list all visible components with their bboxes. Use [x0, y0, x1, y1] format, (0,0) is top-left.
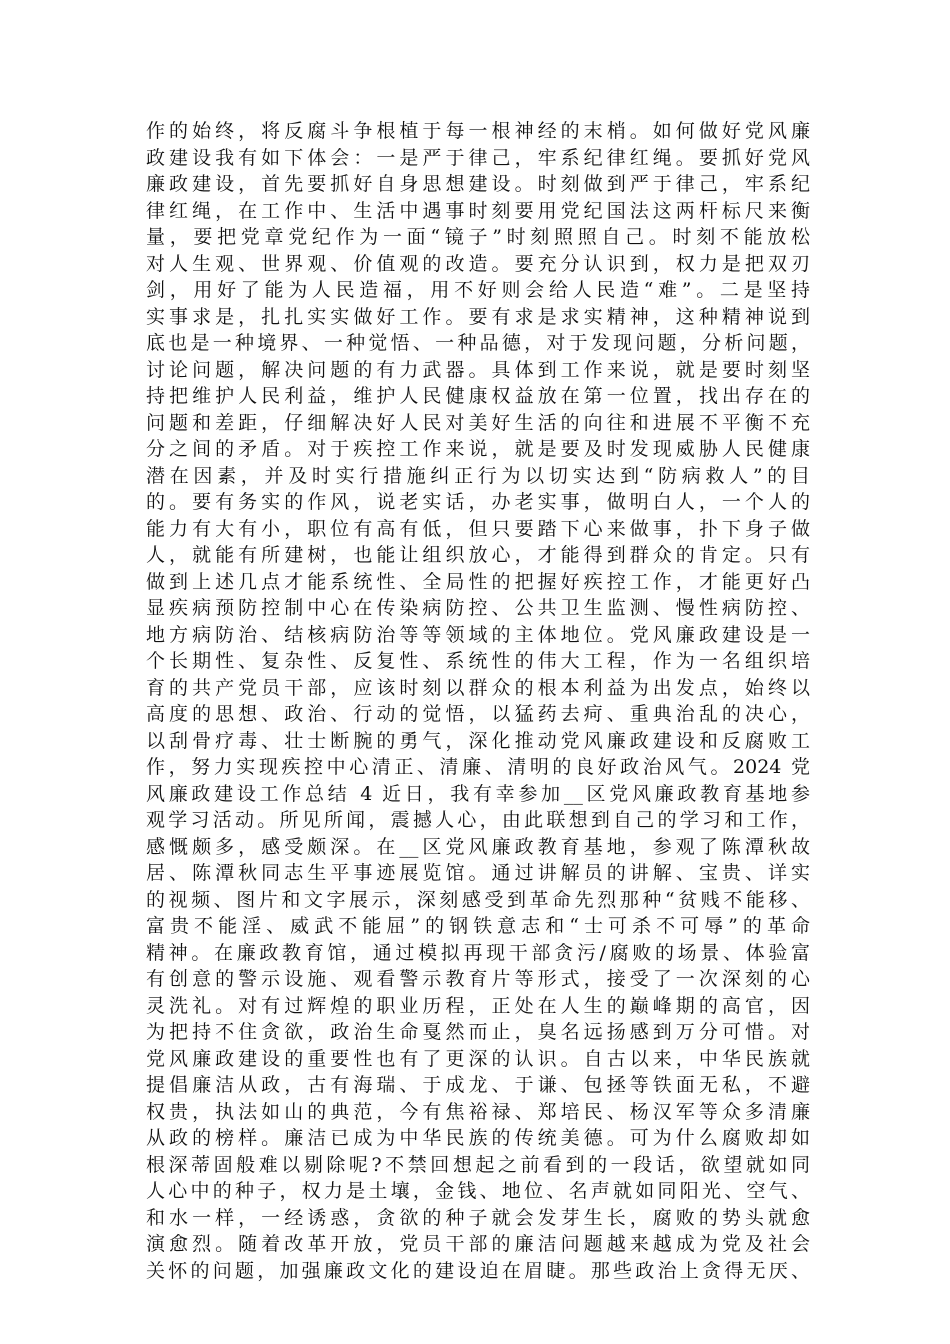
text-line: 人，就能有所建树，也能让组织放心，才能得到群众的肯定。只有: [146, 544, 810, 566]
text-line: 对人生观、世界观、价值观的改造。要充分认识到，权力是把双刃: [146, 252, 810, 275]
text-line: 分之间的矛盾。对于疾控工作来说，就是要及时发现威胁人民健康: [146, 438, 810, 460]
text-line: 持把维护人民利益，维护人民健康权益放在第一位置，找出存在的: [146, 385, 810, 407]
text-line: 感慨颇多，感受颇深。在__区党风廉政教育基地，参观了陈潭秋故: [146, 835, 810, 858]
text-line: 显疾病预防控制中心在传染病防控、公共卫生监测、慢性病防控、: [146, 597, 810, 619]
text-line: 讨论问题，解决问题的有力武器。具体到工作来说，就是要时刻坚: [146, 358, 810, 381]
text-line: 观学习活动。所见所闻，震撼人心，由此联想到自己的学习和工作，: [146, 809, 810, 831]
text-line: 党风廉政建设的重要性也有了更深的认识。自古以来，中华民族就: [146, 1047, 810, 1070]
text-line: 底也是一种境界、一种觉悟、一种品德，对于发现问题，分析问题，: [146, 332, 810, 354]
document-page: [146, 118, 810, 1284]
text-line: 关怀的问题，加强廉政文化的建设迫在眉睫。那些政治上贪得无厌、: [146, 1259, 810, 1282]
text-line: 问题和差距，仔细解决好人民对美好生活的向往和进展不平衡不充: [146, 411, 810, 434]
text-line: 做到上述几点才能系统性、全局性的把握好疾控工作，才能更好凸: [146, 570, 810, 593]
text-line: 地方病防治、结核病防治等等领域的主体地位。党风廉政建设是一: [146, 623, 810, 646]
text-line: 实事求是，扎扎实实做好工作。要有求是求实精神，这种精神说到: [146, 305, 810, 328]
text-line: 以刮骨疗毒、壮士断腕的勇气，深化推动党风廉政建设和反腐败工: [146, 729, 810, 752]
text-line: 提倡廉洁从政，古有海瑞、于成龙、于谦、包拯等铁面无私，不避: [146, 1074, 810, 1096]
text-line: 和水一样，一经诱惑，贪欲的种子就会发芽生长，腐败的势头就愈: [146, 1206, 810, 1229]
text-line: 的。要有务实的作风，说老实话，办老实事，做明白人，一个人的: [146, 491, 810, 513]
text-line: 精神。在廉政教育馆，通过模拟再现干部贪污/腐败的场景、体验富: [146, 941, 810, 964]
text-line: 为把持不住贪欲，政治生命戛然而止，臭名远扬感到万分可惜。对: [146, 1021, 810, 1043]
text-line: 剑，用好了能为人民造福，用不好则会给人民造“难”。二是坚持: [146, 279, 810, 301]
text-line: 能力有大有小，职位有高有低，但只要踏下心来做事，扑下身子做: [146, 517, 810, 540]
text-line: 富贵不能淫、威武不能屈”的钢铁意志和“士可杀不可辱”的革命: [146, 915, 810, 937]
text-line: 个长期性、复杂性、反复性、系统性的伟大工程，作为一名组织培: [146, 650, 810, 672]
text-line: 居、陈潭秋同志生平事迹展览馆。通过讲解员的讲解、宝贵、详实: [146, 862, 810, 884]
text-line: 权贵，执法如山的典范，今有焦裕禄、郑培民、杨汉军等众多清廉: [146, 1100, 810, 1123]
text-line: 演愈烈。随着改革开放，党员干部的廉洁问题越来越成为党及社会: [146, 1233, 810, 1255]
text-line: 从政的榜样。廉洁已成为中华民族的传统美德。可为什么腐败却如: [146, 1127, 810, 1149]
text-line: 根深蒂固般难以剔除呢?不禁回想起之前看到的一段话，欲望就如同: [146, 1153, 810, 1176]
text-line: 有创意的警示设施、观看警示教育片等形式，接受了一次深刻的心: [146, 968, 810, 990]
text-line: 作的始终，将反腐斗争根植于每一根神经的末梢。如何做好党风廉: [146, 120, 810, 142]
text-line: 风廉政建设工作总结 4 近日，我有幸参加__区党风廉政教育基地参: [146, 782, 810, 805]
text-line: 高度的思想、政治、行动的觉悟，以猛药去疴、重典治乱的决心，: [146, 703, 810, 725]
text-line: 育的共产党员干部，应该时刻以群众的根本利益为出发点，始终以: [146, 676, 810, 699]
text-line: 律红绳，在工作中、生活中遇事时刻要用党纪国法这两杆标尺来衡: [146, 199, 810, 222]
text-line: 人心中的种子，权力是土壤，金钱、地位、名声就如同阳光、空气、: [146, 1180, 810, 1202]
text-line: 政建设我有如下体会：一是严于律己，牢系纪律红绳。要抓好党风: [146, 146, 810, 169]
text-line: 作，努力实现疾控中心清正、清廉、清明的良好政治风气。2024 党: [146, 756, 810, 778]
text-line: 灵洗礼。对有过辉煌的职业历程，正处在人生的巅峰期的高官，因: [146, 994, 810, 1017]
text-line: 廉政建设，首先要抓好自身思想建设。时刻做到严于律己，牢系纪: [146, 173, 810, 195]
text-line: 潜在因素，并及时实行措施纠正行为以切实达到“防病救人”的目: [146, 464, 810, 487]
text-line: 的视频、图片和文字展示，深刻感受到革命先烈那种“贫贱不能移、: [146, 888, 810, 911]
text-line: 量，要把党章党纪作为一面“镜子”时刻照照自己。时刻不能放松: [146, 226, 810, 248]
